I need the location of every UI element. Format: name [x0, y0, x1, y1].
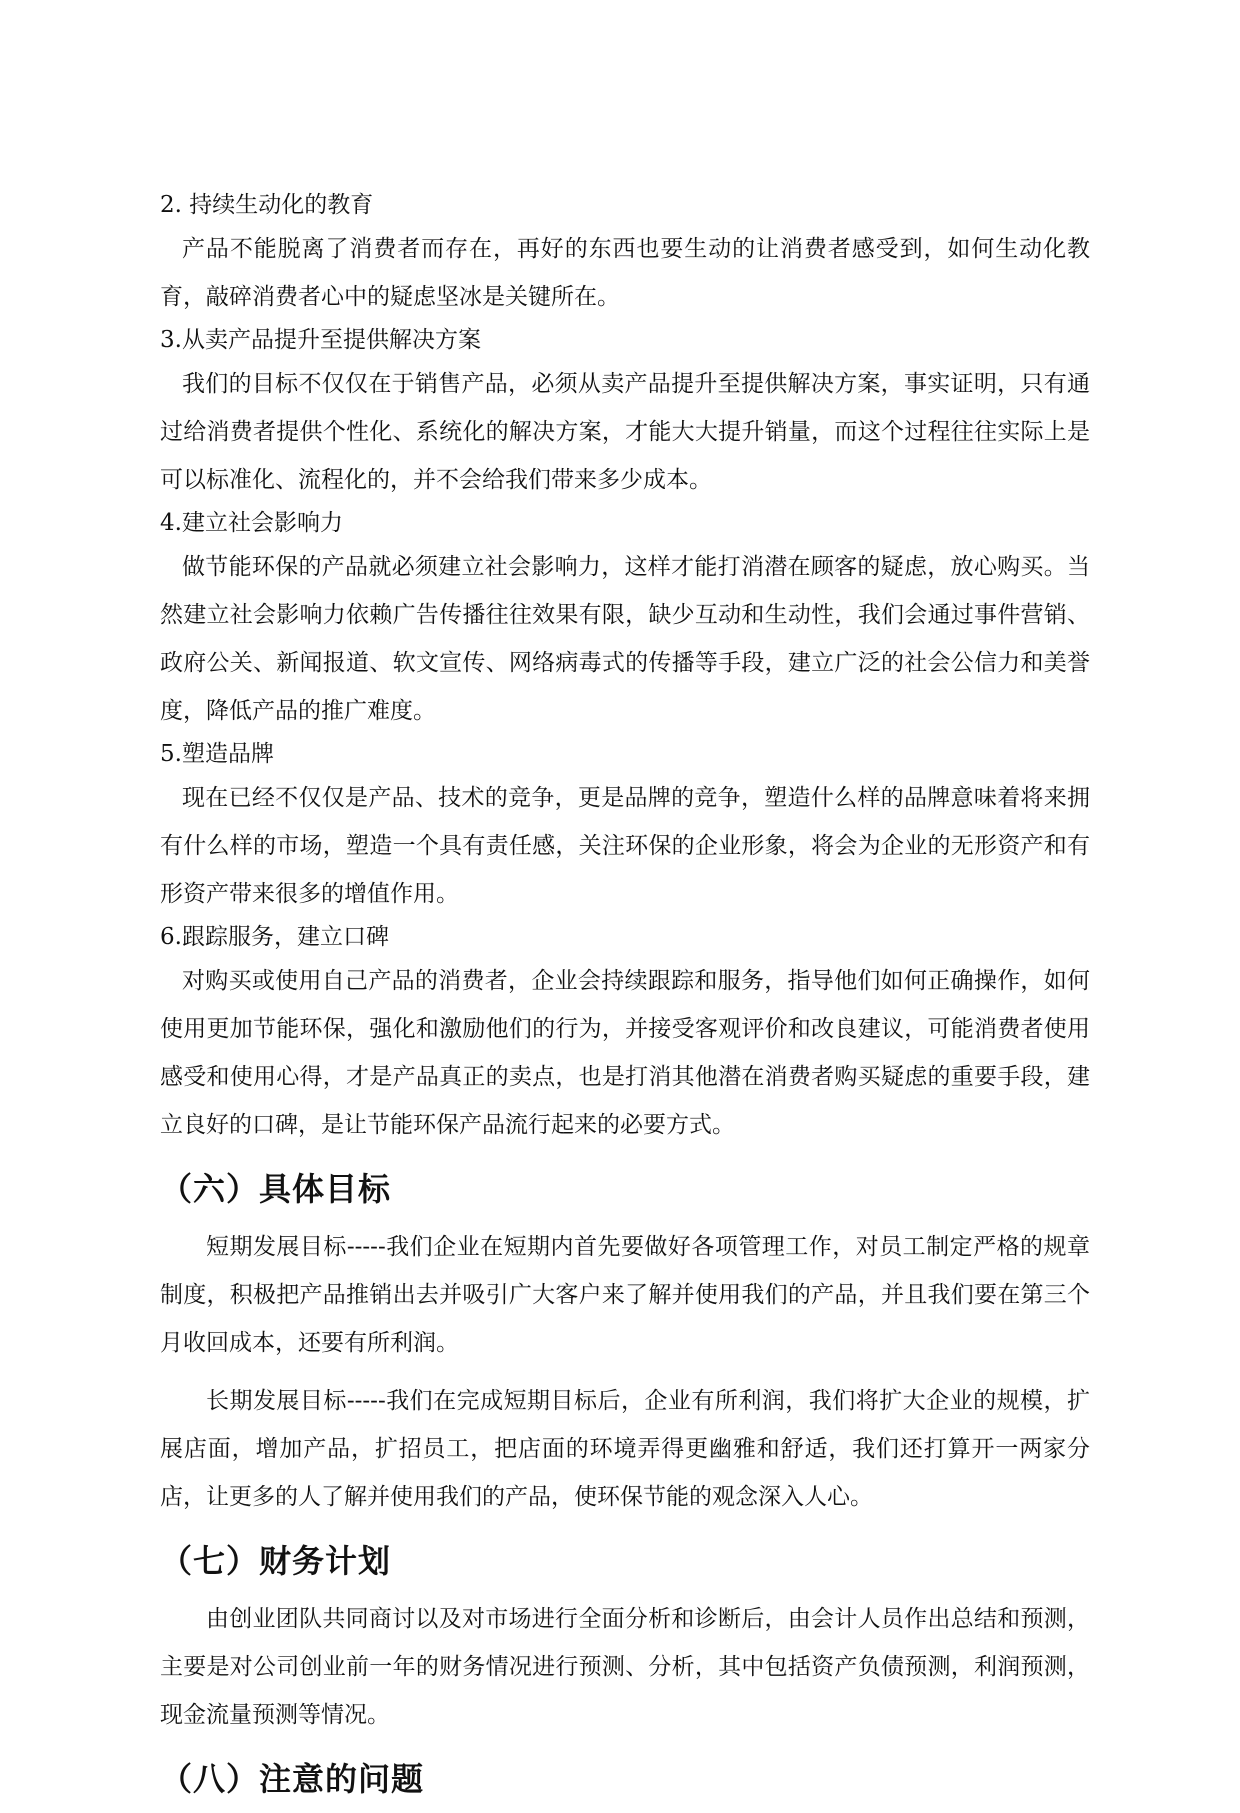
paragraph: 现在已经不仅仅是产品、技术的竞争，更是品牌的竞争，塑造什么样的品牌意味着将来拥有什么样的市场，塑造一个具有责任感，关注环保的企业形象，将会为企业的无形资产和有形资产带来很多的增值作用。: [160, 785, 1090, 907]
paragraph-short-term-goal: 短期发展目标-----我们企业在短期内首先要做好各项管理工作，对员工制定严格的规章制度，积极把产品推销出去并吸引广大客户来了解并使用我们的产品，并且我们要在第三个月收回成本，还要有所利润。: [160, 1234, 1090, 1356]
paragraph-finance: 由创业团队共同商讨以及对市场进行全面分析和诊断后，由会计人员作出总结和预测，主要是对公司创业前一年的财务情况进行预测、分析，其中包括资产负债预测，利润预测，现金流量预测等情况。: [160, 1606, 1090, 1728]
subsection-title: 4.建立社会影响力: [160, 510, 343, 536]
subsection-title: 5.塑造品牌: [160, 741, 274, 767]
paragraph-long-term-goal: 长期发展目标-----我们在完成短期目标后，企业有所利润，我们将扩大企业的规模，扩展店面，增加产品，扩招员工，把店面的环境弄得更幽雅和舒适，我们还打算开一两家分店，让更多的人了解并使用我们的产品，使环保节能的观念深入人心。: [160, 1388, 1090, 1510]
heading-issues: （八）注意的问题: [160, 1760, 425, 1798]
document-body: [160, 190, 1090, 1813]
section-service: [160, 922, 1090, 1149]
subsection-title: 2. 持续生动化的教育: [160, 192, 374, 218]
section-influence: [160, 508, 1090, 735]
subsection-title: 3.从卖产品提升至提供解决方案: [160, 327, 481, 353]
section-solutions: [160, 325, 1090, 504]
paragraph: 做节能环保的产品就必须建立社会影响力，这样才能打消潜在顾客的疑虑，放心购买。当然建立社会影响力依赖广告传播往往效果有限，缺少互动和生动性，我们会通过事件营销、政府公关、新闻报道、软文宣传、网络病毒式的传播等手段，建立广泛的社会公信力和美誉度，降低产品的推广难度。: [160, 554, 1090, 724]
paragraph: 对购买或使用自己产品的消费者，企业会持续跟踪和服务，指导他们如何正确操作，如何使用更加节能环保，强化和激励他们的行为，并接受客观评价和改良建议，可能消费者使用感受和使用心得，才是产品真正的卖点，也是打消其他潜在消费者购买疑虑的重要手段，建立良好的口碑，是让节能环保产品流行起来的必要方式。: [160, 968, 1090, 1138]
paragraph: 我们的目标不仅仅在于销售产品，必须从卖产品提升至提供解决方案，事实证明，只有通过给消费者提供个性化、系统化的解决方案，才能大大提升销量，而这个过程往往实际上是可以标准化、流程化的，并不会给我们带来多少成本。: [160, 371, 1090, 493]
section-brand: [160, 739, 1090, 918]
paragraph: 产品不能脱离了消费者而存在，再好的东西也要生动的让消费者感受到，如何生动化教育，敲碎消费者心中的疑虑坚冰是关键所在。: [160, 236, 1090, 310]
section-education: [160, 190, 1090, 321]
heading-financial-plan: （七）财务计划: [160, 1542, 392, 1580]
heading-specific-goals: （六）具体目标: [160, 1170, 392, 1208]
subsection-title: 6.跟踪服务，建立口碑: [160, 924, 389, 950]
